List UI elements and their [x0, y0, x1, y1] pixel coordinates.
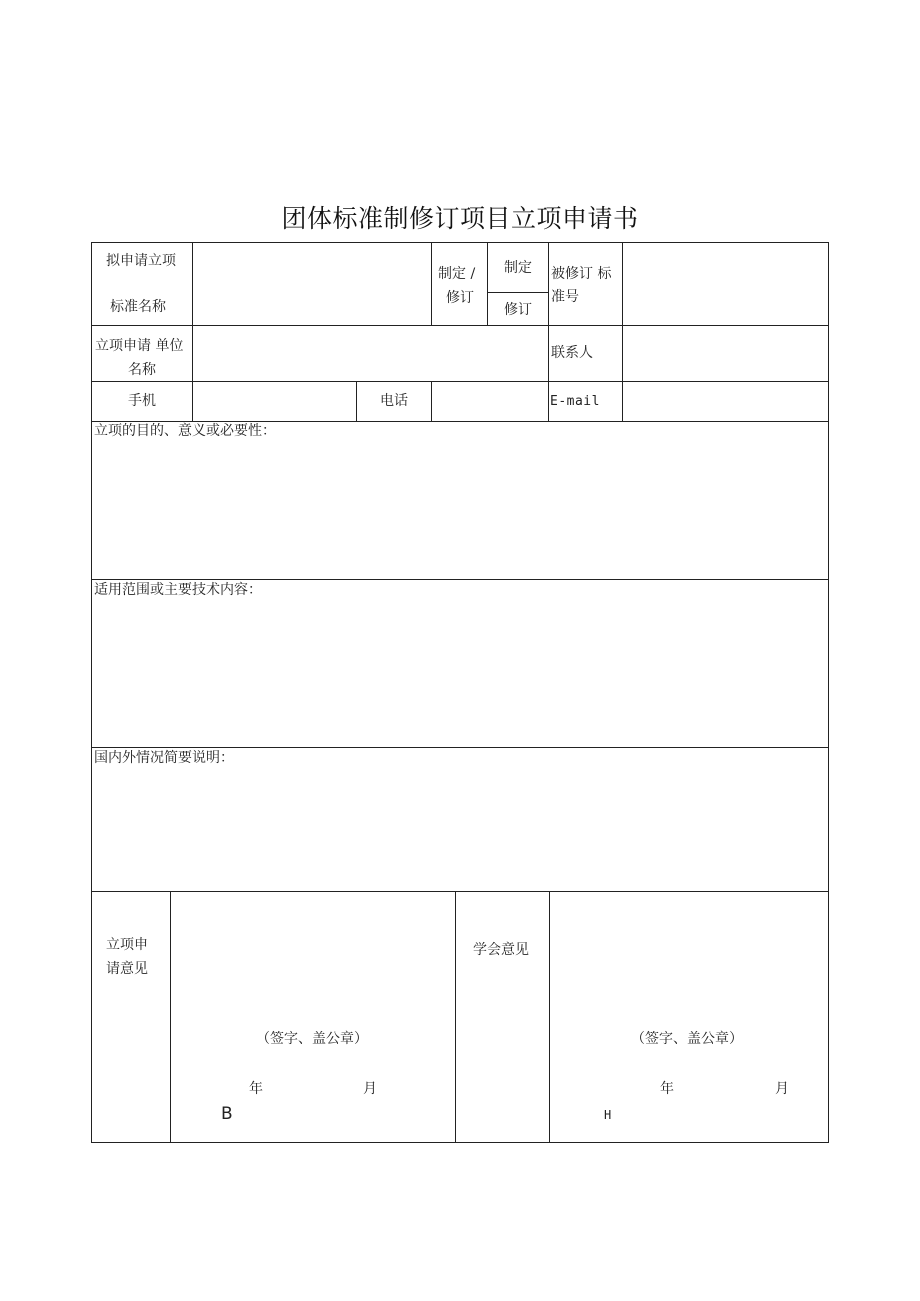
mobile-label: 手机 [128, 393, 156, 409]
applicant-opinion-area[interactable] [170, 891, 456, 1143]
sign-seal-right: （签字、盖公章） [631, 1031, 743, 1047]
year-left: 年 [249, 1081, 263, 1097]
option-zhiding-label: 制定 [504, 260, 532, 276]
revised-label-cell [548, 242, 623, 326]
purpose-section[interactable] [91, 421, 829, 580]
year-right: 年 [660, 1081, 674, 1097]
month-right: 月 [775, 1081, 789, 1097]
purpose-section-title: 立项的目的、意义或必要性： [94, 423, 276, 439]
scope-section[interactable] [91, 579, 829, 748]
phone-input[interactable] [431, 381, 549, 422]
applicant-opinion-label-cell [91, 891, 171, 1143]
society-opinion-label-cell [455, 891, 550, 1143]
standard-name-input[interactable] [192, 242, 432, 326]
standard-name-label-line2: 标准名称 [110, 299, 166, 315]
email-label: E-mail [550, 394, 600, 409]
unit-label-line1: 立项申请 单位 [95, 338, 184, 354]
page-title: 团体标准制修订项目立项申请书 [281, 204, 639, 233]
revised-label-line1: 被修订 标 [551, 266, 612, 282]
email-input[interactable] [622, 381, 829, 422]
society-opinion-label: 学会意见 [473, 942, 529, 958]
day-right: H [604, 1108, 612, 1122]
applicant-opinion-label-line2: 请意见 [106, 961, 148, 977]
situation-section-title: 国内外情况简要说明： [94, 750, 234, 766]
sign-seal-left: （签字、盖公章） [256, 1031, 368, 1047]
contact-input[interactable] [622, 325, 829, 382]
option-xiuding-label: 修订 [504, 302, 532, 318]
unit-name-input[interactable] [192, 325, 549, 382]
type-label-line1: 制定 / [438, 266, 476, 282]
month-left: 月 [363, 1081, 377, 1097]
type-label-cell [431, 242, 488, 326]
revised-standard-number-input[interactable] [622, 242, 829, 326]
unit-label-line2: 名称 [128, 362, 156, 378]
scope-section-title: 适用范围或主要技术内容： [94, 582, 262, 598]
type-label-line2: 修订 [446, 290, 474, 306]
mobile-input[interactable] [192, 381, 357, 422]
situation-section[interactable] [91, 747, 829, 892]
revised-label-line2: 准号 [551, 289, 579, 305]
day-left: B [221, 1104, 233, 1124]
society-opinion-area[interactable] [549, 891, 829, 1143]
applicant-opinion-label-line1: 立项申 [106, 937, 148, 953]
standard-name-label-line1: 拟申请立项 [106, 253, 176, 269]
contact-label: 联系人 [551, 345, 593, 361]
phone-label: 电话 [380, 393, 408, 409]
